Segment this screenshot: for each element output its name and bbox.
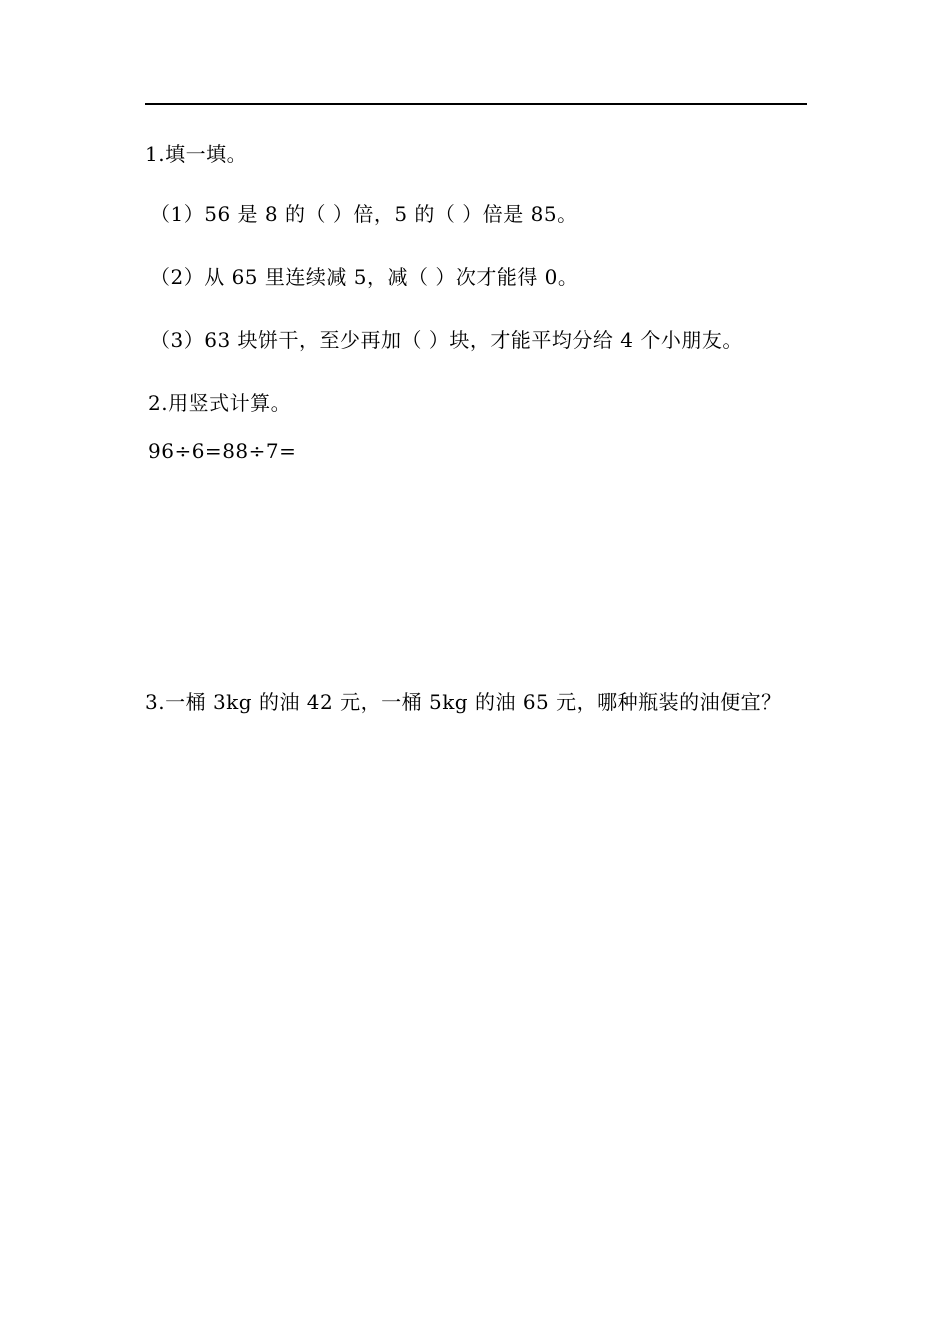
- header-rule: [145, 103, 807, 105]
- question-1-item-1: （1）56 是 8 的（ ）倍，5 的（ ）倍是 85。: [150, 202, 578, 226]
- question-1-item-3: （3）63 块饼干，至少再加（ ）块，才能平均分给 4 个小朋友。: [150, 328, 743, 352]
- question-1-title: 1.填一填。: [145, 142, 248, 166]
- question-3-title: 3.一桶 3kg 的油 42 元，一桶 5kg 的油 65 元，哪种瓶装的油便宜？: [145, 690, 782, 714]
- question-2-title: 2.用竖式计算。: [148, 391, 292, 415]
- question-1-item-2: （2）从 65 里连续减 5，减（ ）次才能得 0。: [150, 265, 579, 289]
- question-2-expression: 96÷6=88÷7=: [148, 439, 297, 463]
